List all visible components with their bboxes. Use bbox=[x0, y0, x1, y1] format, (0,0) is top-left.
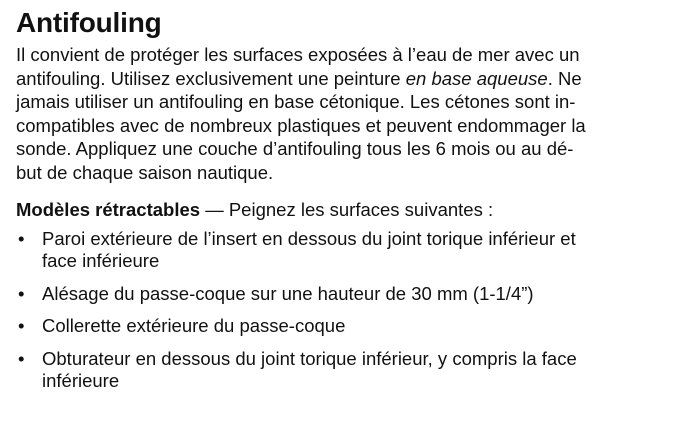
list-item-line: Obturateur en dessous du joint torique inférieur, y compris la face bbox=[42, 347, 577, 369]
list-item bbox=[16, 228, 680, 273]
intro-text: . Ne bbox=[547, 67, 582, 89]
list-item-line: inférieure bbox=[42, 370, 120, 391]
intro-line: compatibles avec de nombreux plastiques et peuvent endommager la bbox=[16, 114, 586, 136]
subsection-lead bbox=[16, 198, 680, 222]
surface-list bbox=[16, 228, 680, 393]
intro-line: sonde. Appliquez une couche d’antifouling tous les 6 mois ou au dé- bbox=[16, 138, 574, 159]
intro-text: antifouling. Utilisez exclusivement une peinture bbox=[16, 67, 406, 89]
list-item-line: Collerette extérieure du passe-coque bbox=[42, 315, 346, 336]
list-item-line: Paroi extérieure de l’insert en dessous du joint torique inférieur et bbox=[42, 227, 576, 249]
intro-line: but de chaque saison nautique. bbox=[16, 161, 274, 183]
intro-line: Il convient de protéger les surfaces exposées à l’eau de mer avec un bbox=[16, 44, 580, 65]
section-heading: Antifouling bbox=[16, 7, 162, 38]
bullet-icon: • bbox=[18, 315, 25, 336]
list-item bbox=[16, 315, 680, 338]
list-item bbox=[16, 348, 680, 393]
list-item bbox=[16, 283, 680, 306]
intro-line: jamais utiliser un antifouling en base cétonique. Les cétones sont in- bbox=[16, 91, 576, 112]
bullet-icon: • bbox=[18, 347, 25, 369]
list-item-line: face inférieure bbox=[42, 250, 160, 271]
subsection-title: Modèles rétractables bbox=[16, 199, 201, 220]
list-item-line: Alésage du passe-coque sur une hauteur de 30 mm (1-1/4”) bbox=[42, 282, 534, 304]
emphasis-text: en base aqueuse bbox=[405, 67, 548, 89]
bullet-icon: • bbox=[18, 227, 25, 249]
subsection-text: — Peignez les surfaces suivantes : bbox=[200, 199, 494, 220]
intro-paragraph bbox=[16, 43, 676, 184]
bullet-icon: • bbox=[18, 282, 25, 304]
intro-line bbox=[16, 67, 676, 91]
